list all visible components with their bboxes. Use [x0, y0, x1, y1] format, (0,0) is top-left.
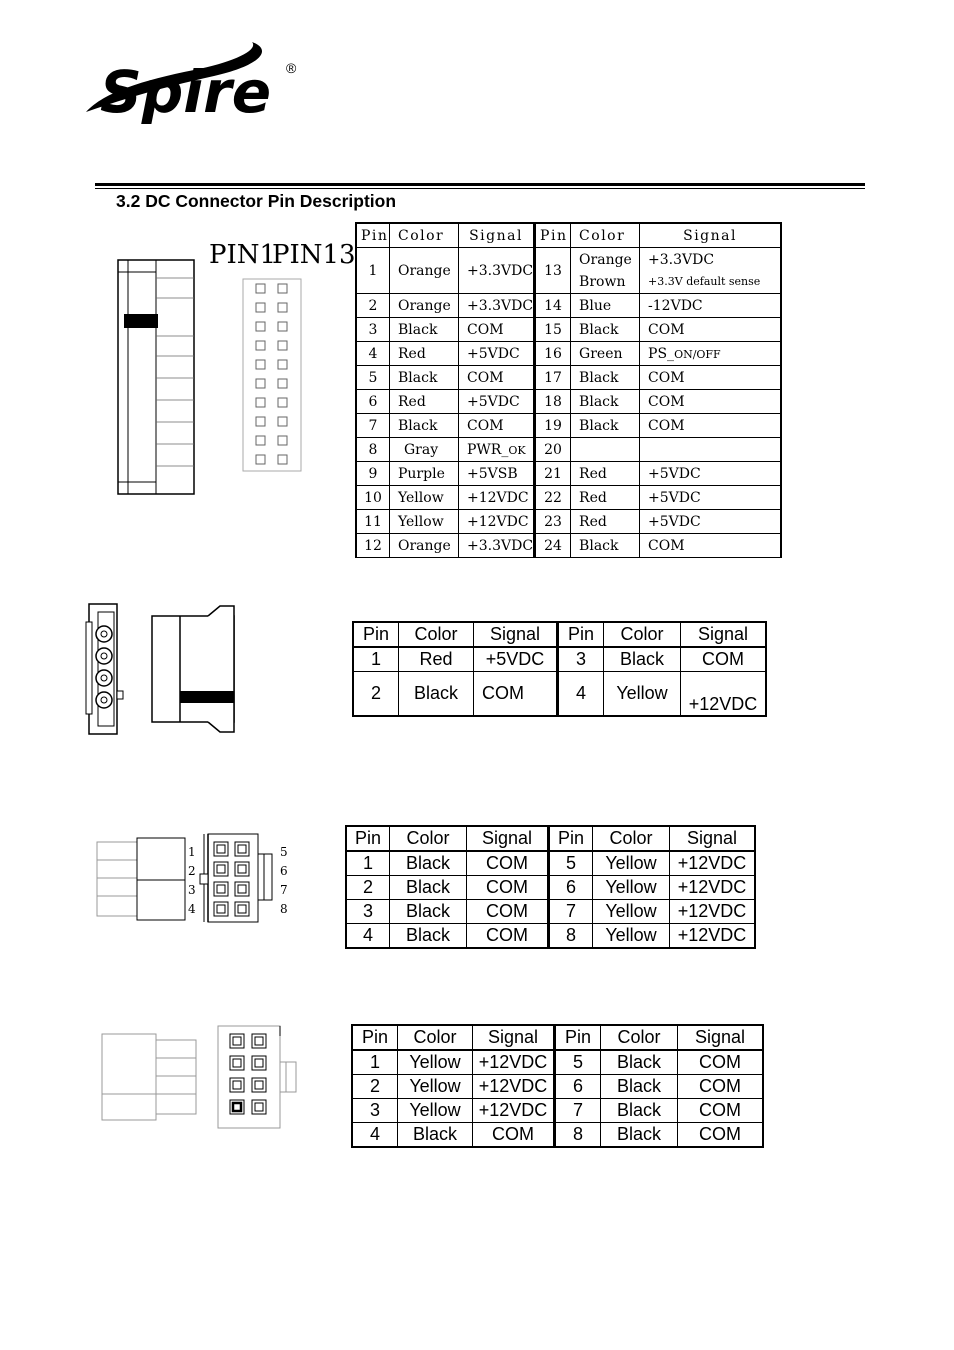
pin-cell: 8 [549, 924, 593, 949]
pin1-label: PIN1 [209, 240, 277, 270]
pin-cell: 12 [356, 534, 390, 558]
pin-cell: 1 [352, 1050, 398, 1075]
header-cell: Pin [558, 622, 604, 647]
pin-cell: 18 [535, 390, 571, 414]
table-row [356, 438, 781, 462]
signal-cell: COM [640, 390, 782, 414]
table-row [346, 924, 755, 949]
header-cell: Color [398, 1025, 473, 1050]
signal-cell: +5VDC [459, 342, 535, 366]
pin-cell: 3 [346, 900, 390, 924]
header-rule-thin [95, 188, 865, 189]
pin-cell: 8 [555, 1123, 601, 1148]
table-header-row [352, 1025, 763, 1050]
signal-cell: COM [640, 366, 782, 390]
signal-cell: COM [640, 318, 782, 342]
color-cell: Red [390, 390, 459, 414]
header-cell: Pin [549, 826, 593, 851]
table-row [353, 647, 766, 672]
signal-cell: +5VSB [459, 462, 535, 486]
signal-cell [640, 342, 782, 366]
signal-subtext: OK [508, 443, 526, 457]
signal-cell: COM [459, 414, 535, 438]
table-row [356, 486, 781, 510]
registered-mark: ® [286, 60, 297, 76]
color-cell: Red [390, 342, 459, 366]
color-cell: Black [601, 1075, 678, 1099]
color-cell: Purple [390, 462, 459, 486]
atx24-connector-side-icon [116, 258, 196, 496]
pin-cell: 6 [549, 876, 593, 900]
color-cell: Yellow [390, 510, 459, 534]
pin-cell: 23 [535, 510, 571, 534]
pin-cell: 3 [352, 1099, 398, 1123]
signal-text: PS_ [648, 345, 675, 362]
pin-cell: 14 [535, 294, 571, 318]
signal-subtext: ON/OFF [674, 347, 721, 361]
header-cell: Pin [535, 223, 571, 248]
header-cell: Signal [640, 223, 782, 248]
pin-cell: 4 [558, 672, 604, 717]
pin-cell: 16 [535, 342, 571, 366]
header-cell: Signal [467, 826, 549, 851]
header-cell: Color [390, 826, 467, 851]
header-cell: Signal [670, 826, 756, 851]
signal-cell: COM [640, 534, 782, 558]
color-cell: Yellow [398, 1050, 473, 1075]
signal-cell: +3.3VDC [459, 294, 535, 318]
table-header-row [346, 826, 755, 851]
header-cell: Color [399, 622, 474, 647]
signal-cell: +12VDC [670, 851, 756, 876]
signal-cell: COM [678, 1099, 764, 1123]
color-cell: Black [390, 900, 467, 924]
logo-text: Spire [100, 58, 272, 126]
eps8-pin-table [345, 825, 756, 949]
signal-cell: COM [467, 924, 549, 949]
color-cell: Red [571, 510, 640, 534]
eps8-connector-icon [96, 832, 276, 924]
pin-cell: 13 [535, 248, 571, 294]
table-row [346, 900, 755, 924]
signal-cell: +12VDC [670, 876, 756, 900]
color-cell: Green [571, 342, 640, 366]
pin-cell: 11 [356, 510, 390, 534]
color-cell: Yellow [398, 1075, 473, 1099]
header-cell: Pin [346, 826, 390, 851]
color-cell: Red [399, 647, 474, 672]
header-cell: Pin [352, 1025, 398, 1050]
signal-cell: +5VDC [474, 647, 558, 672]
table-row [346, 876, 755, 900]
header-cell: Signal [474, 622, 558, 647]
table-row [356, 342, 781, 366]
signal-cell: +12VDC [670, 924, 756, 949]
pin-cell: 4 [352, 1123, 398, 1148]
pin-number: 3 [188, 883, 196, 897]
table-row [356, 462, 781, 486]
pin-number: 1 [188, 845, 196, 859]
color-cell: Yellow [604, 672, 681, 717]
signal-cell: COM [678, 1050, 764, 1075]
header-cell: Color [601, 1025, 678, 1050]
table-row [356, 318, 781, 342]
table-row [346, 851, 755, 876]
header-cell: Pin [356, 223, 390, 248]
signal-cell: COM [467, 876, 549, 900]
pin-cell: 20 [535, 438, 571, 462]
signal-cell: +12VDC [459, 486, 535, 510]
signal-cell: +3.3VDC [459, 534, 535, 558]
signal-cell: +12VDC [473, 1075, 555, 1099]
color-cell: Black [390, 414, 459, 438]
pin-number: 8 [280, 902, 288, 916]
pin-cell: 6 [356, 390, 390, 414]
pin13-label: PIN13 [272, 240, 356, 270]
signal-cell: +5VDC [640, 462, 782, 486]
eps8-left-pin-numbers [188, 843, 196, 919]
signal-cell: -12VDC [640, 294, 782, 318]
table-row [353, 672, 766, 717]
pin-cell: 4 [356, 342, 390, 366]
signal-cell: +5VDC [640, 486, 782, 510]
signal-cell: +3.3VDC [459, 248, 535, 294]
color-cell: Orange [390, 534, 459, 558]
table-row [356, 534, 781, 558]
pin-cell: 21 [535, 462, 571, 486]
header-cell: Signal [473, 1025, 555, 1050]
pcie8-connector-icon [100, 1024, 300, 1130]
pin-cell: 2 [356, 294, 390, 318]
pin-cell: 5 [356, 366, 390, 390]
color-cell: Black [571, 534, 640, 558]
color-cell: Black [571, 318, 640, 342]
pin-cell: 7 [555, 1099, 601, 1123]
color-cell: Yellow [593, 876, 670, 900]
color-cell: Black [604, 647, 681, 672]
color-cell: Black [571, 390, 640, 414]
signal-cell: COM [467, 851, 549, 876]
pin-cell: 5 [549, 851, 593, 876]
header-cell: Pin [353, 622, 399, 647]
signal-cell: COM [474, 672, 558, 717]
table-row [356, 390, 781, 414]
signal-cell: COM [467, 900, 549, 924]
table-row [352, 1123, 763, 1148]
table-row [356, 414, 781, 438]
header-cell: Color [604, 622, 681, 647]
color-cell: Black [601, 1099, 678, 1123]
pin-cell: 19 [535, 414, 571, 438]
atx24-connector-face-icon [242, 278, 302, 472]
table-row [352, 1099, 763, 1123]
color-cell: Orange [390, 248, 459, 294]
header-cell: Signal [681, 622, 767, 647]
signal-cell: COM [678, 1123, 764, 1148]
pin-cell: 1 [356, 248, 390, 294]
signal-cell [640, 248, 782, 294]
table-header-row [356, 223, 781, 248]
pin-cell: 6 [555, 1075, 601, 1099]
table-header-row [353, 622, 766, 647]
signal-cell: +12VDC [670, 900, 756, 924]
header-cell: Color [571, 223, 640, 248]
signal-cell: +5VDC [459, 390, 535, 414]
pin-cell: 9 [356, 462, 390, 486]
pin-cell: 2 [352, 1075, 398, 1099]
color-cell: Yellow [593, 924, 670, 949]
signal-cell: COM [640, 414, 782, 438]
eps8-right-pin-numbers [280, 843, 288, 919]
table-row [356, 294, 781, 318]
signal-cell: +12VDC [473, 1099, 555, 1123]
header-cell: Pin [555, 1025, 601, 1050]
header-cell: Color [593, 826, 670, 851]
header-rule-thick [95, 183, 865, 186]
color-cell: Orange [390, 294, 459, 318]
color-line: Orange [579, 251, 632, 268]
signal-subline: +3.3V default sense [648, 274, 761, 288]
table-row [352, 1050, 763, 1075]
color-cell: Yellow [398, 1099, 473, 1123]
color-cell [571, 438, 640, 462]
signal-cell [640, 438, 782, 462]
pin-number: 2 [188, 864, 196, 878]
signal-cell: COM [681, 647, 767, 672]
signal-cell: COM [459, 366, 535, 390]
color-cell: Black [601, 1050, 678, 1075]
table-row [352, 1075, 763, 1099]
signal-cell: COM [473, 1123, 555, 1148]
pin-cell: 3 [558, 647, 604, 672]
color-cell: Black [390, 851, 467, 876]
color-cell: Gray [390, 438, 459, 462]
pin-cell: 7 [549, 900, 593, 924]
color-cell: Black [601, 1123, 678, 1148]
signal-cell: COM [678, 1075, 764, 1099]
molex4-connector-icon [84, 602, 240, 736]
pin-cell: 15 [535, 318, 571, 342]
signal-cell [459, 438, 535, 462]
pin-number: 6 [280, 864, 288, 878]
spire-logo [84, 40, 304, 130]
atx24-pin-table [355, 222, 782, 558]
color-cell: Red [571, 462, 640, 486]
table-row [356, 510, 781, 534]
signal-line: +3.3VDC [648, 251, 715, 268]
pin-cell: 8 [356, 438, 390, 462]
color-cell: Black [390, 366, 459, 390]
pin-number: 4 [188, 902, 196, 916]
color-line: Brown [579, 273, 626, 290]
header-cell: Signal [459, 223, 535, 248]
color-cell: Black [571, 366, 640, 390]
pin-cell: 5 [555, 1050, 601, 1075]
pin-cell: 2 [346, 876, 390, 900]
color-cell: Red [571, 486, 640, 510]
pin-number: 5 [280, 845, 288, 859]
color-cell: Black [390, 876, 467, 900]
pin-cell: 17 [535, 366, 571, 390]
color-cell [571, 248, 640, 294]
pin-cell: 1 [353, 647, 399, 672]
section-title: 3.2 DC Connector Pin Description [116, 191, 397, 211]
pin-cell: 3 [356, 318, 390, 342]
color-cell: Black [399, 672, 474, 717]
pin-cell: 1 [346, 851, 390, 876]
color-cell: Yellow [593, 900, 670, 924]
pin-cell: 4 [346, 924, 390, 949]
signal-cell: COM [459, 318, 535, 342]
pin-number: 7 [280, 883, 288, 897]
color-cell: Yellow [593, 851, 670, 876]
color-cell: Black [571, 414, 640, 438]
pcie8-pin-table [351, 1024, 764, 1148]
color-cell: Black [390, 924, 467, 949]
header-cell: Color [390, 223, 459, 248]
pin-cell: 24 [535, 534, 571, 558]
signal-cell: +5VDC [640, 510, 782, 534]
pin-cell: 10 [356, 486, 390, 510]
table-row [356, 366, 781, 390]
signal-cell: +12VDC [681, 672, 767, 717]
signal-text: PWR_ [467, 441, 509, 458]
color-cell: Black [390, 318, 459, 342]
pin-cell: 7 [356, 414, 390, 438]
color-cell: Blue [571, 294, 640, 318]
signal-cell: +12VDC [473, 1050, 555, 1075]
color-cell: Black [398, 1123, 473, 1148]
pin-cell: 2 [353, 672, 399, 717]
header-cell: Signal [678, 1025, 764, 1050]
signal-cell: +12VDC [459, 510, 535, 534]
table-row [356, 248, 781, 294]
color-cell: Yellow [390, 486, 459, 510]
molex4-pin-table [352, 621, 767, 717]
pin-cell: 22 [535, 486, 571, 510]
